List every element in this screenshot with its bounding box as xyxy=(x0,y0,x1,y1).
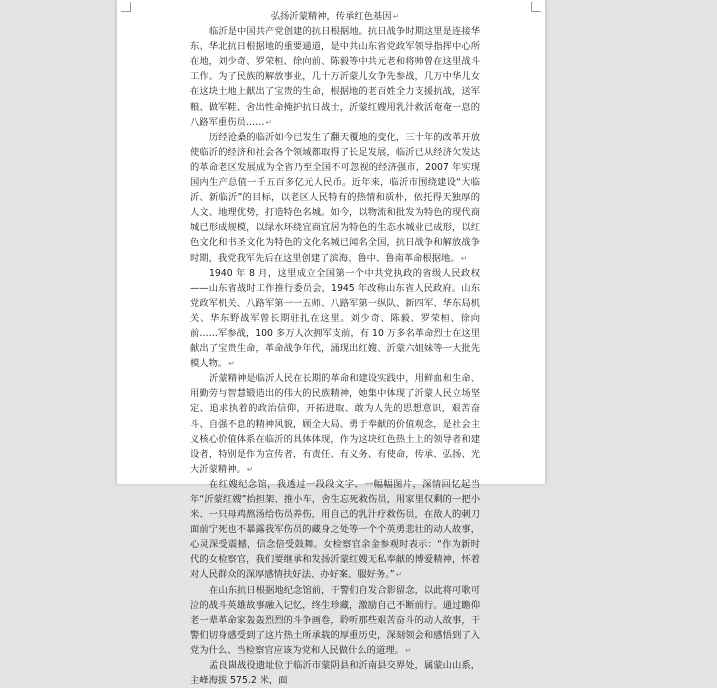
page-crop-mark-top-right xyxy=(531,2,541,12)
paragraph: 沂蒙精神是临沂人民在长期的革命和建设实践中，用鲜血和生命、用勤劳与智慧锻造出的伟大的民族精神，她集中体现了沂蒙人民立场坚定、追求执着的政治信仰，开拓进取、敢为人先的思想意识，艰苦奋斗、自强不息的精神风貌，顾全大局、勇于奉献的价值观念，是社会主义核心价值体系在临沂的具体体现，作为这块红色热土上的领导者和建设者，特别是作为宣传者，有责任、有义务、有使命，传承、弘扬、光大沂蒙精神。↵ xyxy=(190,373,480,475)
document-body[interactable] xyxy=(190,9,480,688)
paragraph-mark: ↵ xyxy=(392,12,400,21)
paragraph-mark: ↵ xyxy=(395,570,403,580)
paragraph: 1940 年 8 月，这里成立全国第一个中共党执政的省级人民政权——山东省战时工作推行委员会，1945 年改称山东省人民政府。山东党政军机关、八路军第一一五师、八路军第一纵队、新四军、华东局机关、华东野战军曾长期驻扎在这里。刘少奇、陈毅、罗荣桓、徐向前……军参战，100 多万人次拥军支前，有 10 万多名革命烈士在这里献出了宝贵生命，革命战争年代，涌现出红嫂、沂蒙六姐妹等一大批先模人物。↵ xyxy=(190,267,480,370)
paragraph: 在红嫂纪念馆，我透过一段段文字、一幅幅图片，深情回忆起当年“沂蒙红嫂”抬担架、推小车，舍生忘死救伤员，用家里仅剩的一把小米、一只母鸡熬汤给伤员养伤，用自己的乳汁疗救伤员，在敌人的刺刀面前宁死也不暴露我军伤员的藏身之处等一个个英勇悲壮的动人故事，心灵深受震撼，信念倍受鼓舞。女检察官余金参观时表示：“作为新时代的女检察官，我们要继承和发扬沂蒙红嫂无私奉献的博爱精神，怀着对人民群众的深厚感情扶好法、办好案、服好务。”↵ xyxy=(190,478,480,581)
paragraph: 历经沧桑的临沂如今已发生了翻天覆地的变化，三十年的改革开放使临沂的经济和社会各个领域都取得了长足发展，临沂已从经济欠发达的革命老区发展成为全省乃至全国不可忽视的经济强市，2007 年实现国内生产总值一千五百多亿元人民币。近年来，临沂市围绕建设“大临沂、新临沂”的目标，以老区人民特有的热情和质朴，依托得天独厚的人文、地理优势，打造特色名城。如今，以物流和批发为特色的现代商城已形成规模，以绿水环绕宜商宜居为特色的生态水城业已成形，以红色文化和书圣文化为特色的文化名城已闻名全国，抗日战争和解放战争时期，我党我军先后在这里创建了滨海、鲁中、鲁南革命根据地。↵ xyxy=(190,131,480,264)
paragraph-mark: ↵ xyxy=(228,359,235,369)
paragraph: 在山东抗日根据地纪念馆前，干警们自发合影留念，以此将可歌可泣的战斗英雄故事融入记忆，终生珍藏，激励自己不断前行。通过瞻仰老一辈革命家轰轰烈烈的斗争画卷，聆听那些艰苦奋斗的动人故事，干警们切身感受到了这片热土所承载的厚重历史，深刻领会和感悟到了入党为什么、当检察官应该为党和人民做什么的道理。↵ xyxy=(190,584,480,656)
document-title: 弘扬沂蒙精神，传承红色基因↵ xyxy=(270,11,400,22)
paragraph-mark: ↵ xyxy=(460,253,468,263)
paragraph-mark: ↵ xyxy=(265,117,273,127)
paragraph-mark: ↵ xyxy=(404,645,412,655)
paragraph-mark: ↵ xyxy=(246,464,254,474)
page-crop-mark-top-left xyxy=(121,2,131,12)
paragraph: 临沂是中国共产党创建的抗日根据地。抗日战争时期这里是连接华东、华北抗日根据地的重要通道，是中共山东省党政军领导指挥中心所在地，刘少奇、罗荣桓、徐向前、陈毅等中共元老和将帅曾在这里战斗工作。为了民族的解放事业，几十万沂蒙儿女争先参战，几万中华儿女在这块土地上献出了宝贵的生命，根据地的老百姓全力支援抗战，送军粮、做军鞋、舍出性命掩护抗日战士，沂蒙红嫂用乳汁救活奄奄一息的八路军重伤员……↵ xyxy=(190,26,480,128)
document-page xyxy=(116,0,546,687)
paragraph: 孟良崮战役遗址位于临沂市蒙阴县和沂南县交界处，属蒙山山系，主峰海拔 575.2 米，面 xyxy=(190,660,480,687)
